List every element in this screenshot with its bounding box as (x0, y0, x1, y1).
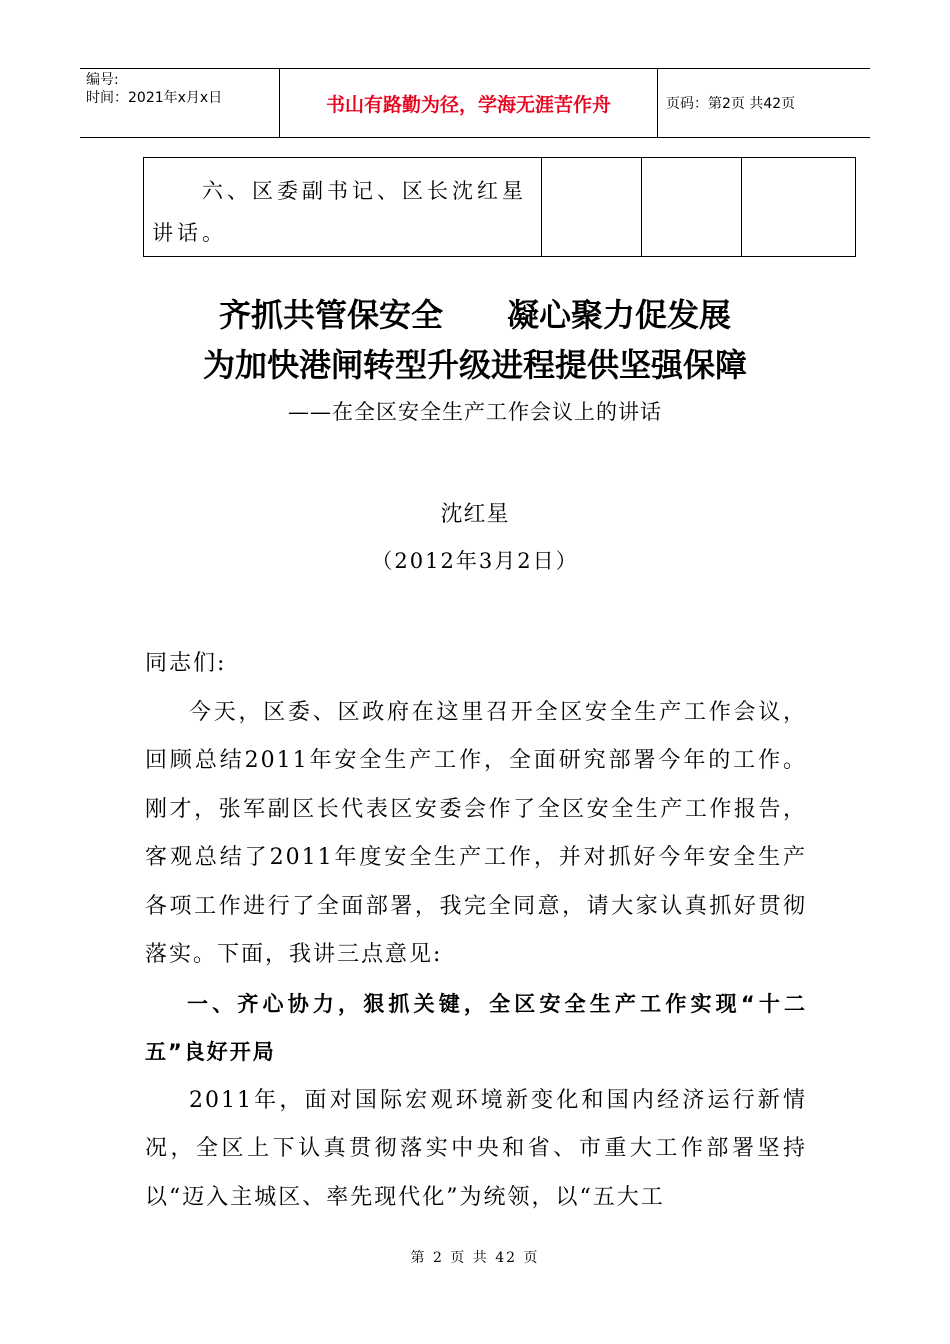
page-header (80, 68, 870, 138)
header-meta (80, 69, 280, 137)
time-label: 时间：2021年x月x日 (86, 90, 223, 106)
greeting: 同志们: (145, 651, 227, 676)
header-page-info: 页码：第2页 共42页 (666, 96, 796, 112)
page-footer: 第 2 页 共 42 页 (410, 1250, 540, 1266)
speech-date: （2012年3月2日） (371, 549, 579, 573)
agenda-item-cell (144, 158, 542, 256)
author: 沈红星 (440, 502, 510, 527)
agenda-empty-cell (742, 158, 855, 256)
agenda-empty-cell (642, 158, 742, 256)
paragraph: 今天，区委、区政府在这里召开全区安全生产工作会议，回顾总结2011年安全生产工作，全面研究部署今年的工作。刚才，张军副区长代表区安委会作了全区安全生产工作报告，客观总结了2011年度安全生产工作，并对抓好今年安全生产各项工作进行了全面部署，我完全同意，请大家认真抓好贯彻落实。下面，我讲三点意见: (145, 699, 807, 967)
title-line-1: 齐抓共管保安全 凝心聚力促发展 (218, 296, 731, 334)
header-motto: 书山有路勤为径，学海无涯苦作舟 (280, 69, 658, 137)
paragraph: 2011年，面对国际宏观环境新变化和国内经济运行新情况，全区上下认真贯彻落实中央和省、市重大工作部署坚持以“迈入主城区、率先现代化”为统领，以“五大工 (145, 1087, 807, 1210)
section-heading: 一、齐心协力，狠抓关键，全区安全生产工作实现“十二五”良好开局 (145, 991, 807, 1064)
agenda-empty-cell (542, 158, 642, 256)
code-label: 编号: (86, 72, 119, 88)
subtitle: ——在全区安全生产工作会议上的讲话 (288, 400, 662, 424)
speech-body (145, 640, 807, 1222)
agenda-table-fragment (143, 157, 856, 257)
title-line-2: 为加快港闸转型升级进程提供坚强保障 (202, 346, 747, 384)
agenda-item-text: 六、区委副书记、区长沈红星讲话。 (152, 179, 527, 245)
